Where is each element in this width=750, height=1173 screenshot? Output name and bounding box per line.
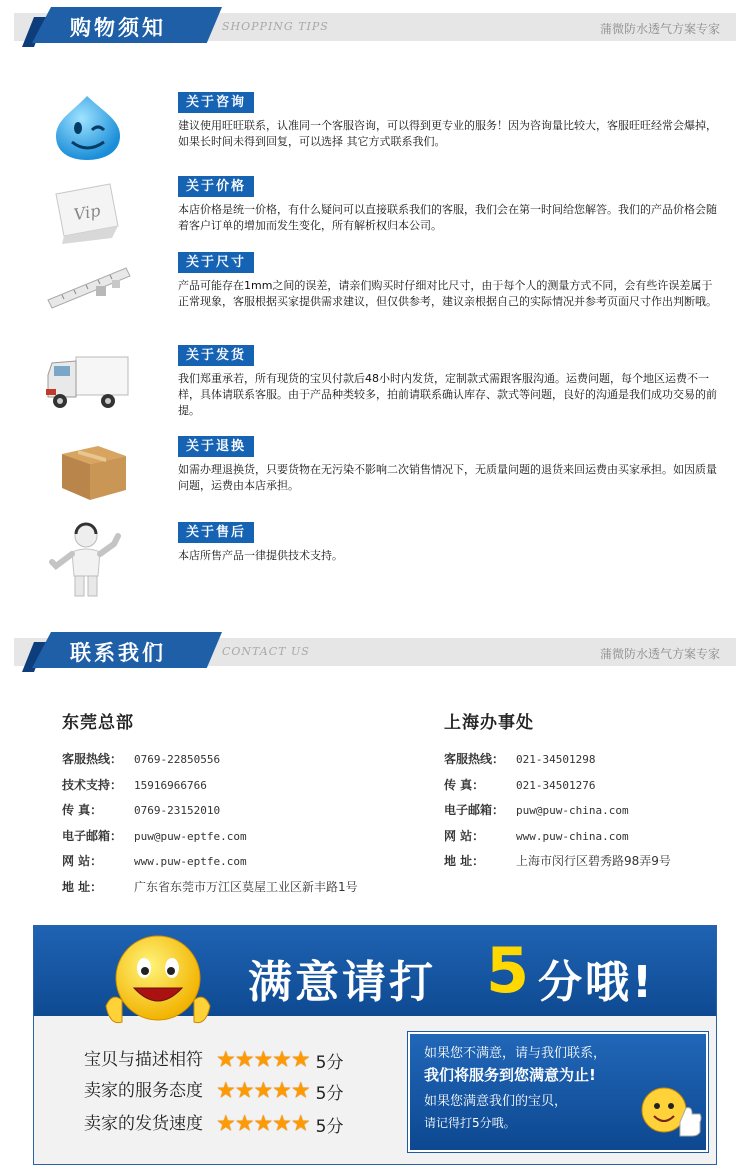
tip-tag: 关于价格 [178,176,254,197]
rating-headline-bar [34,926,716,1016]
contact-row-email: 电子邮箱： puw@puw-china.com [444,803,629,817]
dongguan-hq [62,708,358,900]
note-line-4: 请记得打5分哦。 [424,1116,516,1130]
contact-header [14,638,736,666]
tip-tag: 关于售后 [178,522,254,543]
delivery-truck-icon [42,345,132,415]
contact-title: 联系我们 [70,641,166,665]
contact-row-email: 电子邮箱： puw@puw-eptfe.com [62,828,247,843]
contact-row-fax: 传 真： 0769-23152010 [62,803,221,817]
dongguan-title: 东莞总部 [62,713,134,733]
rating-banner [33,925,717,1165]
contact-row-website: 网 站： www.puw-eptfe.com [62,854,247,868]
shanghai-title: 上海办事处 [444,713,534,733]
contact-row-hotline: 客服热线： 0769-22850556 [62,752,221,766]
star-icon: ★★★★★ [216,1078,310,1104]
contact-subtitle: CONTACT US [222,645,310,658]
tip-text: 产品可能存在1mm之间的误差，请亲们购买时仔细对比尺寸，由于每个人的测量方式不同，会有些许误差属于正常现象，客服根据买家提供需求建议，但仅供参考，建议亲根据自己的实际情况并参考页面尺寸作出判断哦。 [178,279,717,308]
thumbs-up-smiley-icon [98,928,218,1038]
contact-row-website: 网 站： www.puw-china.com [444,828,629,843]
rating-item-service: 卖家的服务态度 ★★★★★ 5分 [84,1078,344,1104]
note-line-2: 我们将服务到您满意为止! [424,1066,596,1084]
tip-text: 建议使用旺旺联系，认准同一个客服咨询，可以得到更专业的服务！因为咨询量比较大，客服旺旺经常会爆掉，如果长时间未得到回复，可以选择 其它方式联系我们。 [178,119,717,148]
shopping-tips-title: 购物须知 [70,16,166,40]
thumbs-up-icon [634,1078,702,1144]
tip-tag: 关于尺寸 [178,252,254,273]
rating-headline-part1: 满意请打 [248,957,436,1008]
shopping-tips-header [14,13,736,41]
contact-row-address: 地 址： 广东省东莞市万江区莫屋工业区新丰路1号 [62,879,358,894]
tip-text: 本店所售产品一律提供技术支持。 [178,549,343,562]
rating-headline-number: 5 [486,934,530,1007]
tip-tag: 关于退换 [178,436,254,457]
support-person-icon [42,522,132,600]
tip-text: 我们郑重承若，所有现货的宝贝付款后48小时内发货，定制款式需跟客服沟通。运费问题，每个地区运费不一样，具体请联系客服。由于产品种类较多，拍前请联系确认库存、款式等问题，良好的沟通是我们成功交易的前提。 [178,372,717,417]
tip-text: 如需办理退换货，只要货物在无污染不影响二次销售情况下，无质量问题的退货来回运费由买家承担。如因质量问题，运费由本店承担。 [178,463,717,492]
ruler-icon [42,252,132,322]
tip-text: 本店价格是统一价格，有什么疑问可以直接联系我们的客服，我们会在第一时间给您解答。我们的产品价格会随着客户订单的增加而发生变化，所有解析权归本公司。 [178,203,717,232]
brand-slogan: 蒲微防水透气方案专家 [599,647,720,661]
rating-headline-part2: 分哦! [538,957,656,1008]
tip-tag: 关于咨询 [178,92,254,113]
vip-card-icon [42,176,132,246]
rating-item-description: 宝贝与描述相符 ★★★★★ 5分 [84,1047,344,1073]
tip-tag: 关于发货 [178,345,254,366]
shanghai-office [444,708,671,875]
rating-note-box [408,1032,708,1152]
shopping-tips-subtitle: SHOPPING TIPS [222,20,329,33]
note-line-3: 如果您满意我们的宝贝， [424,1094,568,1109]
contact-row-address: 地 址： 上海市闵行区碧秀路98弄9号 [444,854,671,868]
contact-row-tech: 技术支持： 15916966766 [62,777,207,792]
contact-row-hotline: 客服热线： 021-34501298 [444,752,596,766]
star-icon: ★★★★★ [216,1047,310,1073]
star-icon: ★★★★★ [216,1111,310,1137]
note-line-1: 如果您不满意，请与我们联系， [424,1046,607,1061]
rating-item-delivery: 卖家的发货速度 ★★★★★ 5分 [84,1111,344,1137]
cardboard-box-icon [42,436,132,506]
smiley-wink-icon [42,92,132,162]
contact-row-fax: 传 真： 021-34501276 [444,777,596,792]
svg-text:Vip: Vip [72,200,102,225]
brand-slogan: 蒲微防水透气方案专家 [599,22,720,36]
